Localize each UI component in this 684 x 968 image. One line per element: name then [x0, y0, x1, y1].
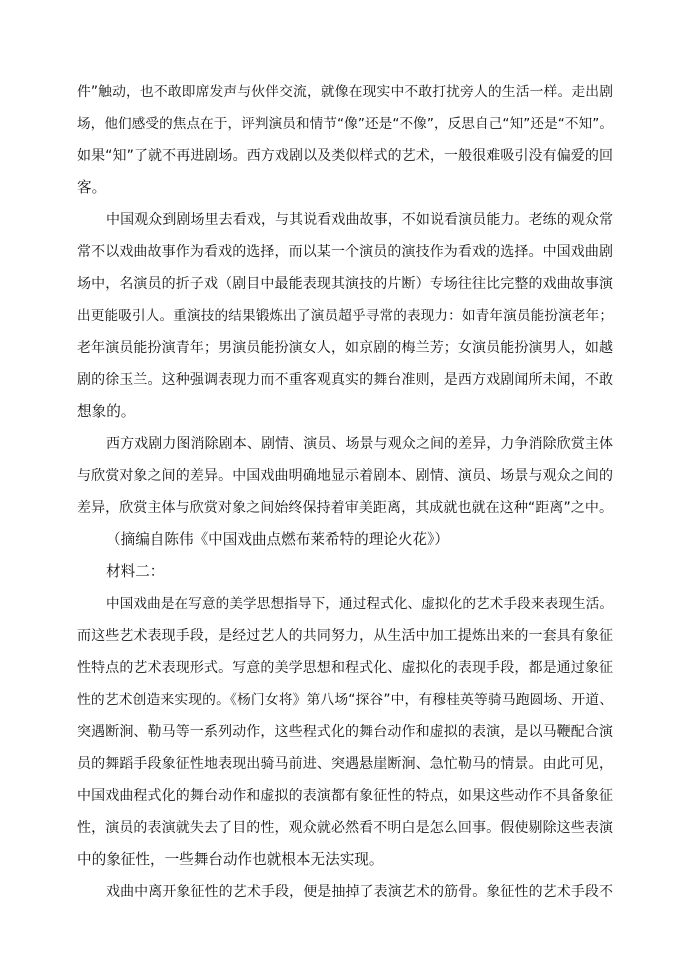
text-line: 性特点的艺术表现形式。写意的美学思想和程式化、虚拟化的表现手段，都是通过象征	[77, 660, 613, 676]
text-line: 性的艺术创造来实现的。《杨门女将》第八场“探谷”中，有穆桂英等骑马跑圆场、开道、	[77, 692, 613, 708]
paragraph-first-line: 戏曲中离开象征性的艺术手段，便是抽掉了表演艺术的筋骨。象征性的艺术手段不	[106, 884, 613, 900]
text-line: 中的象征性，一些舞台动作也就根本无法实现。	[77, 851, 384, 868]
text-line: 如果“知”了就不再进剧场。西方戏剧以及类似样式的艺术，一般很难吸引没有偏爱的回	[77, 148, 613, 164]
text-line: 性，演员的表演就失去了目的性，观众就必然看不明白是怎么回事。假使剔除这些表演	[77, 820, 613, 836]
text-line: 老年演员能扮演青年；男演员能扮演女人，如京剧的梅兰芳；女演员能扮演男人，如越	[77, 340, 613, 356]
paragraph-first-line: 中国戏曲是在写意的美学思想指导下，通过程式化、虚拟化的艺术手段来表现生活。	[106, 596, 613, 612]
text-line: 突遇断涧、勒马等一系列动作，这些程式化的舞台动作和虚拟的表演，是以马鞭配合演	[77, 724, 613, 740]
text-line: 中国戏曲程式化的舞台动作和虚拟的表演都有象征性的特点，如果这些动作不具备象征	[77, 788, 613, 804]
paragraph-first-line: 材料二：	[106, 563, 165, 580]
paragraph-first-line: 西方戏剧力图消除剧本、剧情、演员、场景与观众之间的差异，力争消除欣赏主体	[106, 436, 613, 452]
text-line: 而这些艺术表现手段，是经过艺人的共同努力，从生活中加工提炼出来的一套具有象征	[77, 628, 613, 644]
text-line: 员的舞蹈手段象征性地表现出骑马前进、突遇悬崖断涧、急忙勒马的情景。由此可见，	[77, 756, 613, 772]
text-line: 场，他们感受的焦点在于，评判演员和情节“像”还是“不像”，反思自己“知”还是“不知”。	[77, 116, 613, 132]
text-line: 剧的徐玉兰。这种强调表现力而不重客观真实的舞台准则，是西方戏剧闻所未闻，不敢	[77, 372, 613, 388]
text-line: 想象的。	[77, 403, 136, 420]
text-line: 客。	[77, 179, 107, 196]
text-line: 常不以戏曲故事作为看戏的选择，而以某一个演员的演技作为看戏的选择。中国戏曲剧	[77, 244, 613, 260]
text-line: 差异，欣赏主体与欣赏对象之间始终保持着审美距离，其成就也就在这种“距离”之中。	[77, 500, 613, 516]
text-line: 与欣赏对象之间的差异。中国戏曲明确地显示着剧本、剧情、演员、场景与观众之间的	[77, 468, 613, 484]
paragraph-first-line: 中国观众到剧场里去看戏，与其说看戏曲故事，不如说看演员能力。老练的观众常	[106, 212, 613, 228]
text-line: 出更能吸引人。重演技的结果锻炼出了演员超乎寻常的表现力：如青年演员能扮演老年；	[77, 308, 613, 324]
text-line: 件”触动，也不敢即席发声与伙伴交流，就像在现实中不敢打扰旁人的生活一样。走出剧	[77, 84, 613, 100]
article-text	[77, 76, 613, 908]
text-line: 场中，名演员的折子戏（剧目中最能表现其演技的片断）专场往往比完整的戏曲故事演	[77, 276, 613, 292]
paragraph-first-line: （摘编自陈伟《中国戏曲点燃布莱希特的理论火花》）	[106, 531, 449, 548]
